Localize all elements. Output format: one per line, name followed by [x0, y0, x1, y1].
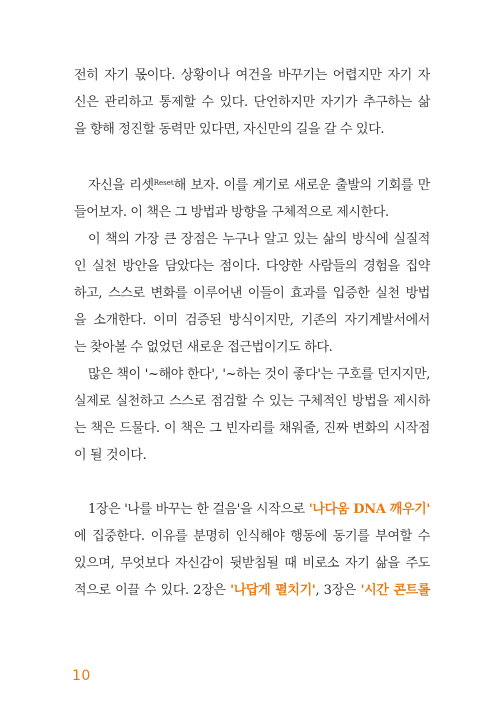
text-run: 해 보자. 이를 계기로 새로운 출발의 기회를 만: [173, 178, 430, 193]
text-line: 인 실천 방안을 담았다는 점이다. 다양한 사람들의 경험을 집약: [74, 259, 430, 274]
text-line: [74, 577, 430, 604]
text-line: 있으며, 무엇보다 자신감이 뒷받침될 때 비로소 자기 삶을 주도: [74, 556, 430, 571]
paragraph-3: [74, 226, 430, 361]
book-page-body: [74, 62, 430, 604]
highlight-dna: '나다움 DNA 깨우기': [308, 502, 430, 517]
text-line: 들어보자. 이 책은 그 방법과 방향을 구체적으로 제시한다.: [74, 205, 389, 220]
text-line: [74, 496, 430, 523]
highlight-chapter2: '나답게 펼치기': [230, 583, 316, 598]
paragraph-gap: [74, 143, 430, 170]
text-line: 을 소개한다. 이미 검증된 방식이지만, 기존의 자기계발서에서: [74, 313, 430, 328]
text-run: 자신을 리셋: [88, 178, 154, 193]
text-line: 이 될 것이다.: [74, 448, 147, 463]
text-line: 을 향해 정진할 동력만 있다면, 자신만의 길을 갈 수 있다.: [74, 122, 385, 137]
text-line: 는 책은 드물다. 이 책은 그 빈자리를 채워줄, 진짜 변화의 시작점: [74, 421, 430, 436]
text-line: 전히 자기 몫이다. 상황이나 여건을 바꾸기는 어렵지만 자기 자: [74, 68, 430, 83]
text-run: 1장은 '나를 바꾸는 한 걸음'을 시작으로: [88, 502, 309, 517]
text-line: [74, 170, 430, 199]
text-line: 하고, 스스로 변화를 이루어낸 이들이 효과를 입증한 실천 방법: [74, 286, 430, 301]
paragraph-2: [74, 170, 430, 226]
text-run: 적으로 이끌 수 있다. 2장은: [74, 583, 231, 598]
text-run: , 3장은: [315, 583, 361, 598]
text-line: 에 집중한다. 이유를 분명히 인식해야 행동에 동기를 부여할 수: [74, 529, 430, 544]
text-line: 많은 책이 '~해야 한다', '~하는 것이 좋다'는 구호를 던지지만,: [88, 367, 430, 382]
text-line: 신은 관리하고 통제할 수 있다. 단언하지만 자기가 추구하는 삶: [74, 95, 430, 110]
text-line: 이 책의 가장 큰 장점은 누구나 알고 있는 삶의 방식에 실질적: [88, 232, 430, 247]
highlight-chapter3: '시간 콘트롤: [360, 583, 430, 598]
text-line: 실제로 실천하고 스스로 점검할 수 있는 구체적인 방법을 제시하: [74, 394, 430, 409]
paragraph-4: [74, 361, 430, 469]
paragraph-gap: [74, 469, 430, 496]
paragraph-1: [74, 62, 430, 143]
reset-superscript: Reset: [153, 179, 174, 187]
page-number: 10: [72, 668, 91, 684]
paragraph-5: [74, 496, 430, 604]
text-line: 는 찾아볼 수 없었던 새로운 접근법이기도 하다.: [74, 340, 333, 355]
